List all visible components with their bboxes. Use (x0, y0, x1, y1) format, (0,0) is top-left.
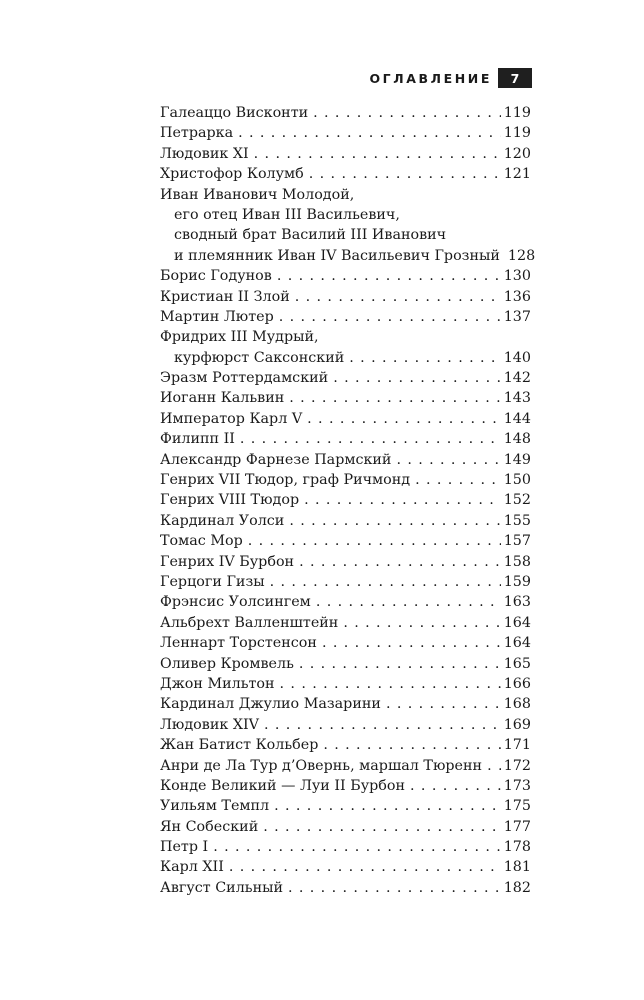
toc-entry-page: 148 (503, 431, 531, 448)
toc-entry (160, 511, 531, 531)
dot-leader (289, 388, 500, 408)
toc-entry (160, 470, 531, 490)
dot-leader (299, 552, 501, 572)
toc-entry (160, 857, 531, 877)
toc-entry-page: 163 (503, 594, 531, 611)
toc-entry-title: Карл XII (160, 859, 224, 876)
toc-entry-page: 169 (503, 716, 531, 733)
dot-leader (277, 266, 501, 286)
dot-leader (322, 633, 501, 653)
dot-leader (487, 756, 501, 776)
toc-entry (160, 490, 531, 510)
toc-entry-title: Леннарт Торстенсон (160, 635, 317, 652)
toc-entry-title: Кардинал Уолси (160, 512, 285, 529)
toc-entry-row (160, 307, 531, 327)
toc-entry-row (160, 735, 531, 755)
toc-entry-page: 143 (503, 390, 531, 407)
dot-leader (280, 674, 501, 694)
toc-entry (160, 144, 531, 164)
toc-entry-page: 172 (503, 757, 531, 774)
toc-entry-row (160, 348, 531, 368)
dot-leader (386, 694, 501, 714)
toc-entry-page: 165 (503, 655, 531, 672)
toc-entry (160, 164, 531, 184)
toc-entry-page: 140 (503, 349, 531, 366)
toc-entry-title: Ян Собеский (160, 818, 259, 835)
toc-entry-title: Эразм Роттердамский (160, 370, 329, 387)
dot-leader (307, 409, 501, 429)
toc-entry-title-line: сводный брат Василий III Иванович (174, 227, 447, 244)
toc-entry-row (160, 450, 531, 470)
dot-leader (299, 654, 501, 674)
toc-entry-row (160, 287, 531, 307)
toc-entry (160, 450, 531, 470)
dot-leader (240, 429, 501, 449)
toc-entry-page: 137 (503, 308, 531, 325)
toc-entry (160, 409, 531, 429)
toc-entry-title: Борис Годунов (160, 268, 272, 285)
toc-entry (160, 388, 531, 408)
toc-entry (160, 776, 531, 796)
toc-entry-row (160, 817, 531, 837)
dot-leader (248, 531, 501, 551)
toc-entry-row (160, 164, 531, 184)
dot-leader (410, 776, 501, 796)
dot-leader (316, 592, 501, 612)
toc-entry-page: 178 (503, 839, 531, 856)
toc-entry-title: Август Сильный (160, 879, 284, 896)
toc-entry (160, 368, 531, 388)
table-of-contents (160, 103, 536, 898)
toc-entry-page: 121 (503, 166, 531, 183)
toc-entry (160, 715, 531, 735)
toc-entry-title: Петрарка (160, 125, 234, 142)
toc-entry-row (160, 572, 531, 592)
toc-entry (160, 756, 531, 776)
toc-entry-title-line: Фридрих III Мудрый, (160, 329, 319, 346)
toc-entry-page: 120 (503, 145, 531, 162)
toc-entry-row (160, 552, 531, 572)
dot-leader (289, 511, 500, 531)
toc-entry-title: Кристиан II Злой (160, 288, 290, 305)
toc-entry-title: Филипп II (160, 431, 235, 448)
toc-entry-row (160, 409, 531, 429)
toc-entry-row (160, 878, 531, 898)
toc-entry-page: 168 (503, 696, 531, 713)
toc-entry-title: Людовик XIV (160, 716, 259, 733)
toc-entry-title: Оливер Кромвель (160, 655, 294, 672)
toc-entry-row (160, 654, 531, 674)
toc-entry (160, 287, 531, 307)
toc-entry-page: 136 (503, 288, 531, 305)
toc-entry (160, 531, 531, 551)
toc-entry-title: и племянник Иван IV Васильевич Грозный (174, 247, 500, 264)
toc-entry-page: 142 (503, 370, 531, 387)
toc-entry-page: 155 (503, 512, 531, 529)
toc-entry-title: Анри де Ла Тур д’Овернь, маршал Тюренн (160, 757, 483, 774)
dot-leader (295, 287, 501, 307)
toc-entry-row (160, 613, 531, 633)
dot-leader (270, 572, 501, 592)
toc-entry-row (160, 246, 536, 266)
toc-entry-row (160, 715, 531, 735)
dot-leader (254, 144, 501, 164)
toc-entry-page: 158 (503, 553, 531, 570)
toc-entry-row (160, 837, 531, 857)
toc-entry (160, 572, 531, 592)
toc-entry-page: 128 (507, 247, 536, 264)
toc-entry-title: Галеаццо Висконти (160, 105, 309, 121)
toc-entry (160, 552, 531, 572)
toc-entry-row (160, 694, 531, 714)
toc-entry-title: Джон Мильтон (160, 675, 275, 692)
toc-entry-row (160, 756, 531, 776)
toc-entry-title: Фрэнсис Уолсингем (160, 594, 311, 611)
toc-entry-row (160, 388, 531, 408)
toc-entry (160, 633, 531, 653)
dot-leader (309, 164, 501, 184)
toc-entry-page: 144 (503, 410, 531, 427)
toc-entry-title: Петр I (160, 839, 209, 856)
toc-entry-page: 171 (503, 737, 531, 754)
toc-entry (160, 103, 531, 123)
toc-entry-page: 181 (503, 859, 531, 876)
toc-entry-row (160, 796, 531, 816)
dot-leader (288, 878, 501, 898)
dot-leader (323, 735, 500, 755)
toc-entry (160, 878, 531, 898)
toc-entry-row (160, 429, 531, 449)
dot-leader (343, 613, 500, 633)
toc-entry (160, 817, 531, 837)
section-title: ОГЛАВЛЕНИЕ (369, 70, 492, 86)
running-header (369, 68, 532, 88)
dot-leader (213, 837, 501, 857)
dot-leader (396, 450, 500, 470)
toc-entry-title-line: Иван Иванович Молодой, (160, 186, 355, 203)
toc-entry-page: 119 (503, 105, 531, 121)
toc-entry (160, 694, 531, 714)
toc-entry-row (160, 511, 531, 531)
toc-entry-page: 149 (503, 451, 531, 468)
toc-entry-title: Людовик XI (160, 145, 249, 162)
toc-entry (160, 674, 531, 694)
toc-entry-page: 164 (503, 614, 531, 631)
toc-entry-page: 152 (503, 492, 531, 509)
toc-entry-title: Император Карл V (160, 410, 303, 427)
dot-leader (263, 817, 500, 837)
toc-entry (160, 613, 531, 633)
toc-entry-row (160, 103, 531, 123)
toc-entry (160, 837, 531, 857)
toc-entry-title: Александр Фарнезе Пармский (160, 451, 392, 468)
toc-entry-row (160, 857, 531, 877)
toc-entry-title-line: его отец Иван III Васильевич, (174, 206, 400, 223)
toc-entry-page: 166 (503, 675, 531, 692)
dot-leader (333, 368, 501, 388)
toc-entry-title: Иоганн Кальвин (160, 390, 285, 407)
dot-leader (415, 470, 501, 490)
dot-leader (304, 490, 501, 510)
toc-entry-page: 119 (503, 125, 531, 142)
toc-entry-page: 175 (503, 798, 531, 815)
toc-entry-row (160, 266, 531, 286)
toc-entry-row (160, 633, 531, 653)
toc-entry-row (160, 490, 531, 510)
toc-entry-title: Христофор Колумб (160, 166, 304, 183)
toc-entry-title: Кардинал Джулио Мазарини (160, 696, 381, 713)
toc-entry (160, 307, 531, 327)
dot-leader (274, 796, 501, 816)
toc-entry-page: 150 (503, 472, 531, 489)
toc-entry (160, 592, 531, 612)
toc-entry-page: 177 (503, 818, 531, 835)
toc-entry-row (160, 368, 531, 388)
toc-entry-row (160, 144, 531, 164)
toc-entry-page: 164 (503, 635, 531, 652)
toc-entry-row (160, 531, 531, 551)
toc-entry-row (160, 470, 531, 490)
toc-entry-title: Альбрехт Валленштейн (160, 614, 339, 631)
toc-entry (160, 429, 531, 449)
page-number-badge: 7 (498, 68, 532, 88)
toc-entry-page: 157 (503, 533, 531, 550)
toc-entry (160, 796, 531, 816)
toc-entry-row (160, 123, 531, 143)
toc-entry (160, 327, 531, 368)
toc-entry-title: Генрих VIII Тюдор (160, 492, 300, 509)
toc-entry (160, 266, 531, 286)
toc-entry-page: 130 (503, 268, 531, 285)
toc-entry-title: Уильям Темпл (160, 798, 270, 815)
dot-leader (349, 348, 500, 368)
toc-entry (160, 123, 531, 143)
dot-leader (279, 307, 501, 327)
toc-entry-title: Жан Батист Кольбер (160, 737, 319, 754)
dot-leader (264, 715, 501, 735)
toc-entry-title: курфюрст Саксонский (174, 349, 345, 366)
toc-entry-row (160, 674, 531, 694)
toc-entry-page: 159 (503, 573, 531, 590)
toc-entry-title: Мартин Лютер (160, 308, 274, 325)
toc-entry-title: Генрих IV Бурбон (160, 553, 295, 570)
toc-entry-row (160, 592, 531, 612)
toc-entry (160, 185, 536, 267)
toc-entry-title: Томас Мор (160, 533, 243, 550)
toc-entry-title: Герцоги Гизы (160, 573, 265, 590)
toc-entry-page: 173 (503, 777, 531, 794)
dot-leader (229, 857, 501, 877)
dot-leader (313, 103, 501, 123)
toc-entry (160, 654, 531, 674)
toc-entry-title: Генрих VII Тюдор, граф Ричмонд (160, 472, 411, 489)
toc-entry-title: Конде Великий — Луи II Бурбон (160, 777, 406, 794)
toc-entry-row (160, 776, 531, 796)
toc-entry-page: 182 (503, 879, 531, 896)
toc-entry (160, 735, 531, 755)
dot-leader (238, 123, 501, 143)
